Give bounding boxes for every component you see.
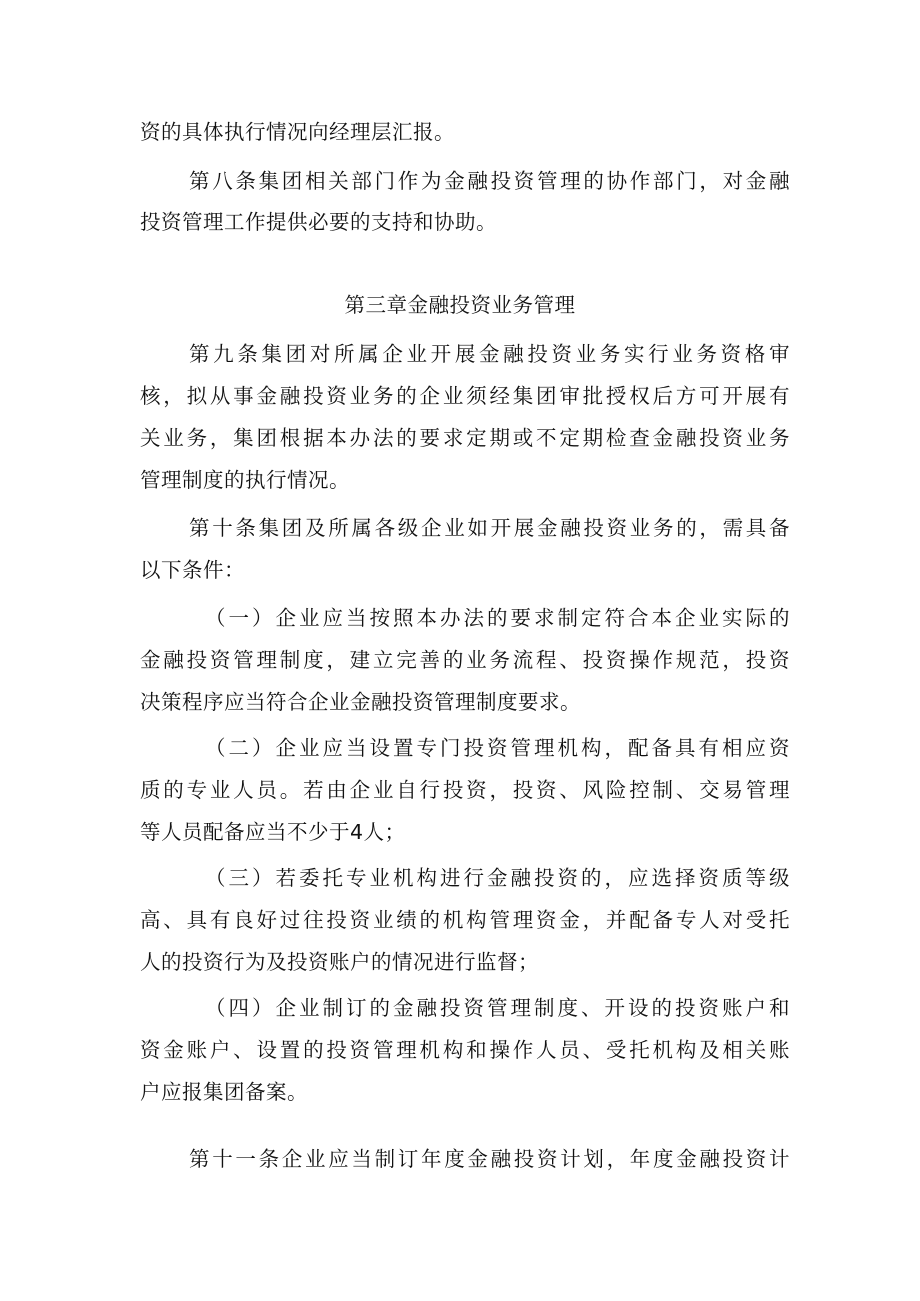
chapter-heading: 第三章金融投资业务管理	[344, 293, 576, 317]
article-9-line-1: 第九条集团对所属企业开展金融投资业务实行业务资格审	[189, 342, 790, 366]
article-10-line-1: 第十条集团及所属各级企业如开展金融投资业务的，需具备	[189, 516, 790, 540]
item-2-line-3: 等人员配备应当不少于4人；	[140, 820, 406, 844]
item-1-line-1: （一）企业应当按照本办法的要求制定符合本企业实际的	[205, 606, 790, 630]
item-1-line-2: 金融投资管理制度，建立完善的业务流程、投资操作规范，投资	[140, 648, 790, 672]
article-11-line-1: 第十一条企业应当制订年度金融投资计划，年度金融投资计	[189, 1147, 790, 1171]
article-8-line-1: 第八条集团相关部门作为金融投资管理的协作部门，对金融	[189, 169, 790, 193]
item-4-line-1: （四）企业制订的金融投资管理制度、开设的投资账户和	[205, 996, 790, 1020]
item-3-line-3: 人的投资行为及投资账户的情况进行监督；	[140, 950, 539, 974]
item-3-line-1: （三）若委托专业机构进行金融投资的，应选择资质等级	[205, 866, 790, 890]
article-8-line-2: 投资管理工作提供必要的支持和协助。	[140, 210, 497, 234]
item-1-line-3: 决策程序应当符合企业金融投资管理制度要求。	[140, 690, 581, 714]
article-9-line-4: 管理制度的执行情况。	[140, 468, 350, 492]
item-2-line-1: （二）企业应当设置专门投资管理机构，配备具有相应资	[205, 736, 790, 760]
article-9-line-2: 核，拟从事金融投资业务的企业须经集团审批授权后方可开展有	[140, 384, 790, 408]
item-4-line-2: 资金账户、设置的投资管理机构和操作人员、受托机构及相关账	[140, 1038, 790, 1062]
paragraph-line: 资的具体执行情况向经理层汇报。	[140, 120, 455, 144]
item-2-line-2: 质的专业人员。若由企业自行投资，投资、风险控制、交易管理	[140, 778, 790, 802]
item-4-line-3: 户应报集团备案。	[140, 1080, 308, 1104]
article-10-line-2: 以下条件：	[140, 558, 245, 582]
item-3-line-2: 高、具有良好过往投资业绩的机构管理资金，并配备专人对受托	[140, 908, 790, 932]
article-9-line-3: 关业务，集团根据本办法的要求定期或不定期检查金融投资业务	[140, 426, 790, 450]
